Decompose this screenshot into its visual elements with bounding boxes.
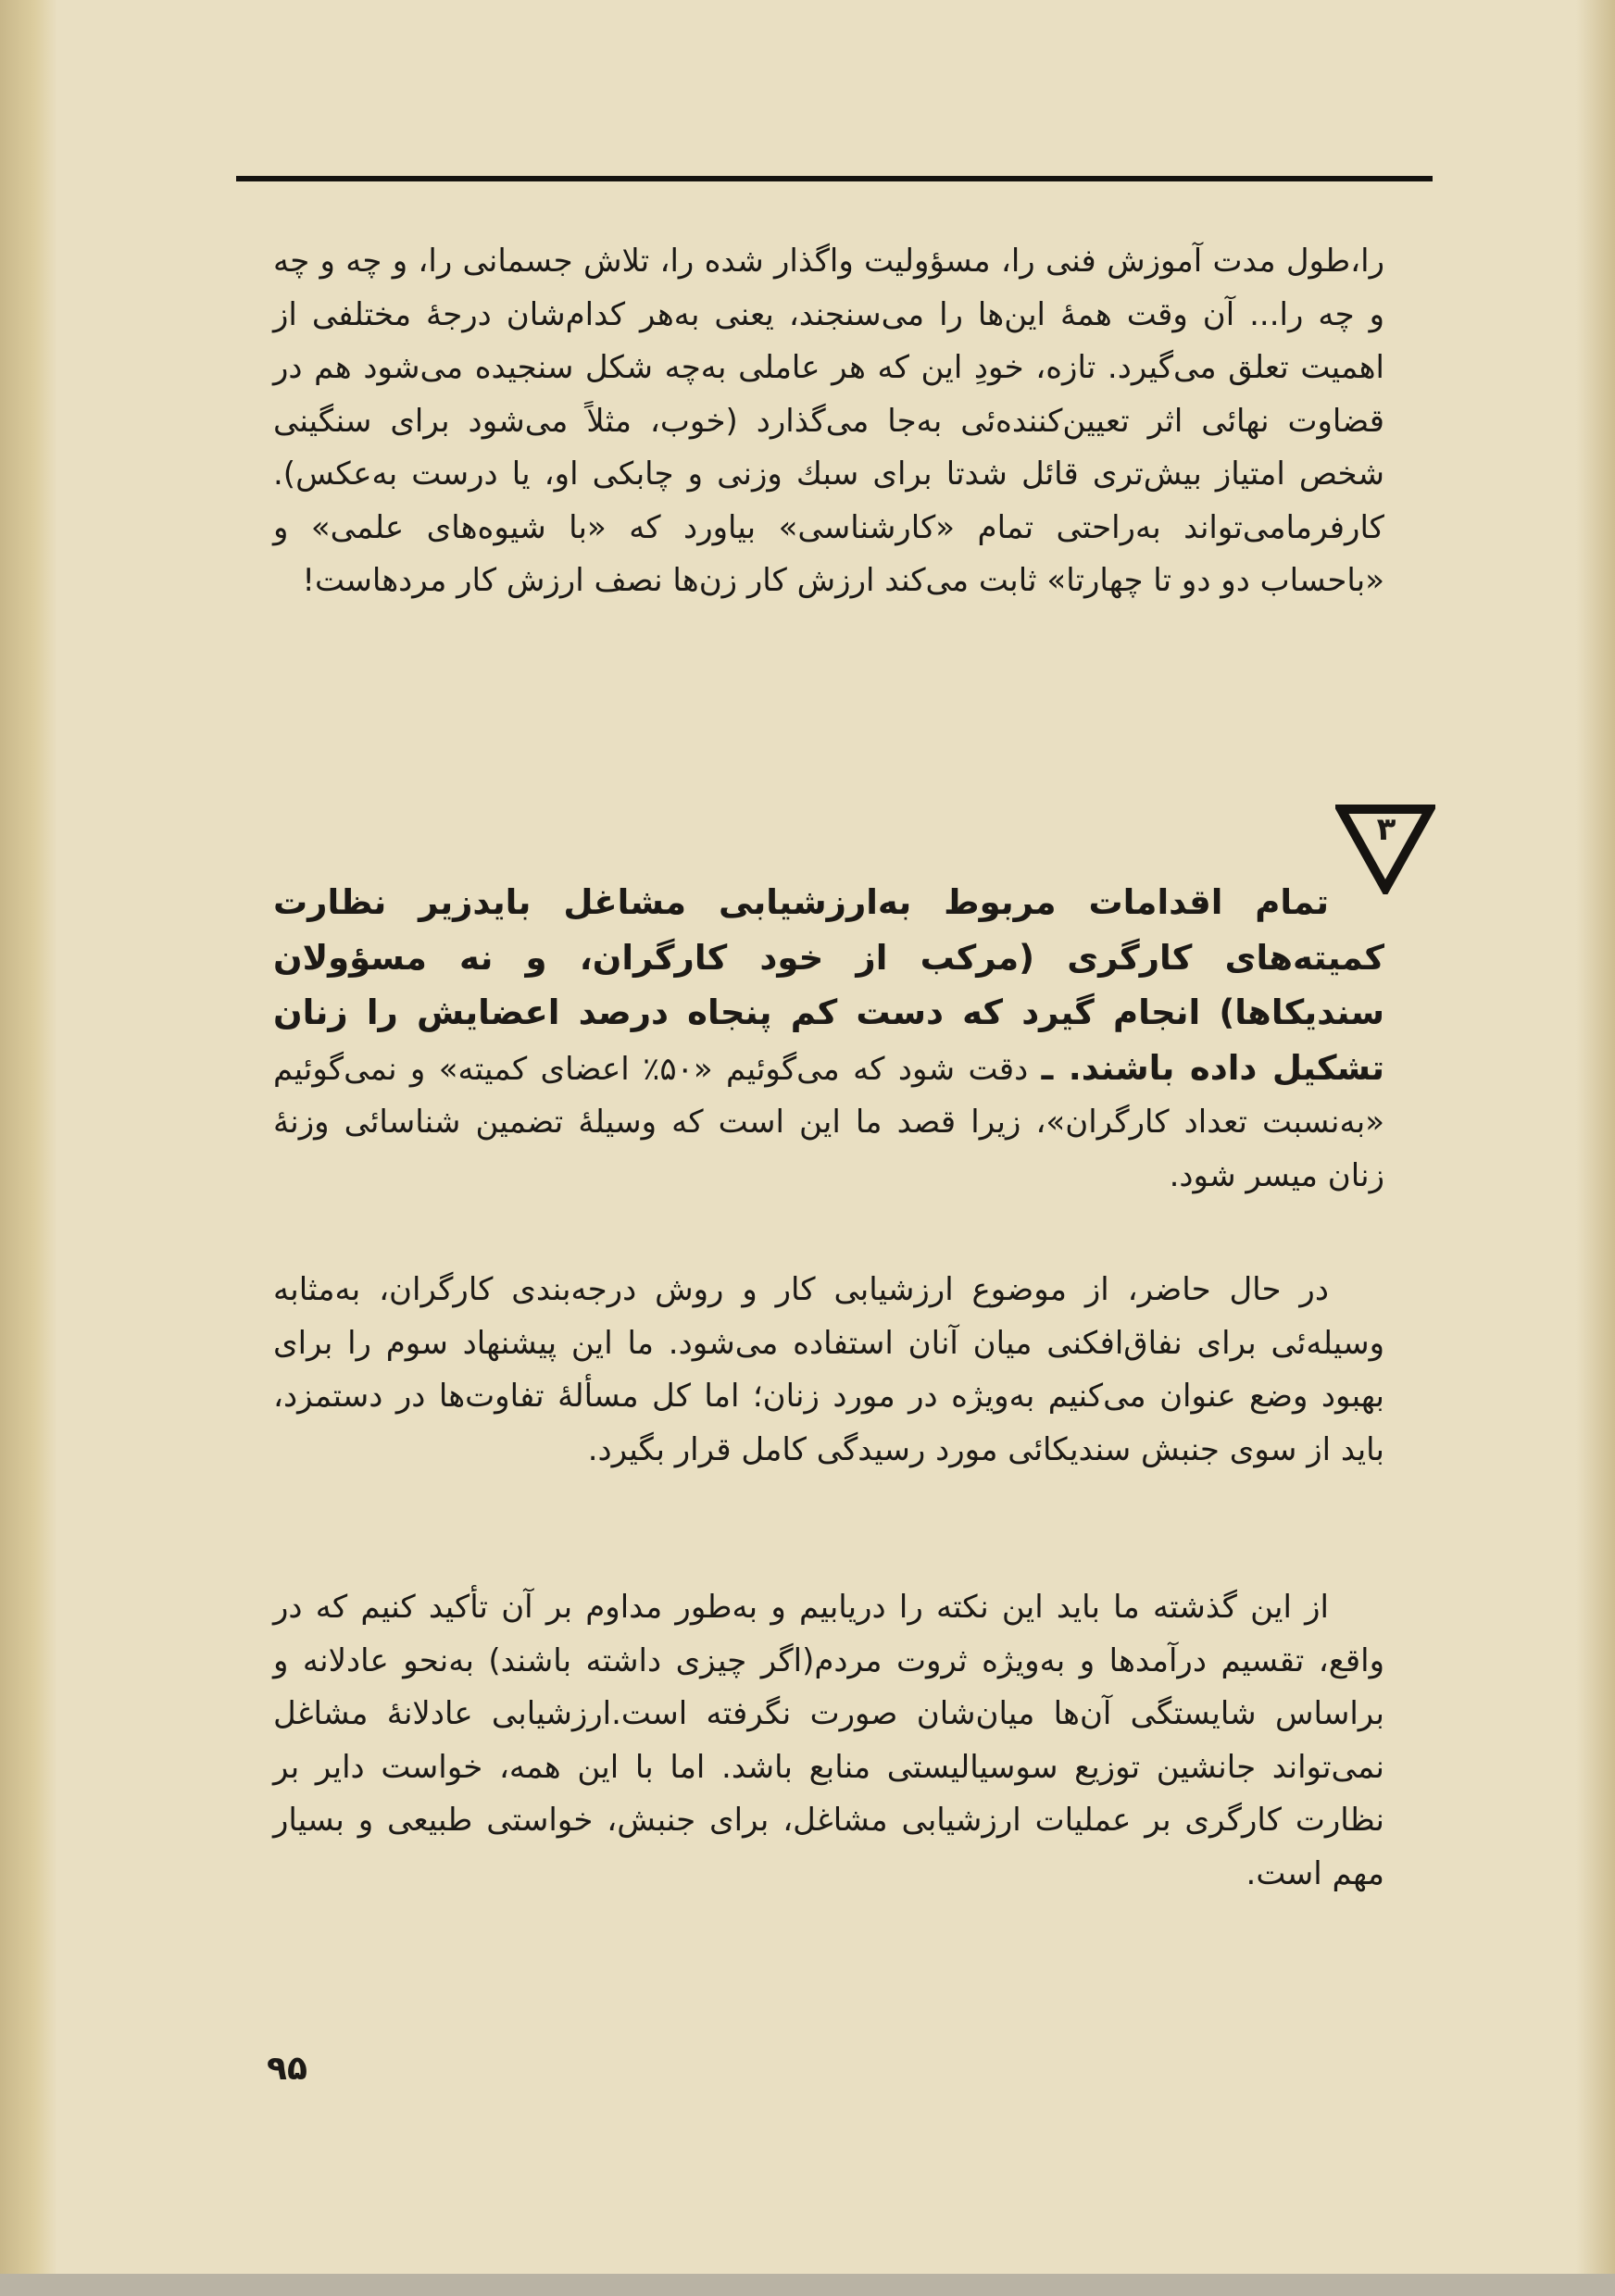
paragraph-3-text: در حال حاضر، از موضوع ارزشیابی کار و روش درجه‌بندی کارگران، به‌مثابه وسیله‌ئی برای نفاق‌افکنی میان آنان استفاده می‌شود. ما این پیشنهاد سوم را برای بهبود وضع عنوان می‌کنیم به‌ویژه در مورد زنان؛ اما کل مسألهٔ تفاوت‌ها در دستمزد، باید از سوی جنبش سندیکائی مورد رسیدگی کامل قرار بگیرد. xyxy=(273,1271,1384,1468)
paragraph-4-text: از این گذشته ما باید این نکته را دریابیم و به‌طور مداوم بر آن تأکید کنیم که در واقع، تقسیم درآمدها و به‌ویژه ثروت مردم(اگر چیزی داشته باشند) به‌نحو عادلانه و براساس شایستگی آن‌ها میان‌شان صورت نگرفته است.ارزشیابی عادلانهٔ مشاغل نمی‌تواند جانشین توزیع سوسیالیستی منابع باشد. اما با این همه، خواست دایر بر نظارت کارگری بر عملیات ارزشیابی مشاغل، برای جنبش، خواستی طبیعی و بسیار مهم است. xyxy=(273,1589,1384,1892)
page-number: ۹۵ xyxy=(267,2050,307,2088)
header-rule xyxy=(236,176,1433,181)
scan-edge-bottom xyxy=(0,2274,1615,2296)
scan-edge-right xyxy=(1576,0,1615,2296)
paragraph-2-bold: تمام اقدامات مربوط به‌ارزشیابی مشاغل بایدزیر نظارت کمیته‌های کارگری (مرکب از خود کارگران، و نه مسؤولان سندیکاها) انجام گیرد که دست کم پنجاه درصد اعضایش را زنان تشکیل داده باشند. ـ xyxy=(273,882,1385,1088)
section-number: ۳ xyxy=(1376,811,1396,848)
paragraph-1: را،طول مدت آموزش فنی را، مسؤولیت واگذار شده را، تلاش جسمانی را، و چه و چه و چه را... آن وقت همهٔ این‌ها را می‌سنجند، یعنی به‌هر کدام‌شان درجهٔ مختلفی از اهمیت تعلق می‌گیرد. تازه، خودِ این که هر عاملی به‌چه شکل سنجیده می‌شود هم در قضاوت نهائی اثر تعیین‌کننده‌ئی به‌جا می‌گذارد (خوب، مثلاً می‌شود برای سنگینی شخص امتیاز بیش‌تری قائل شدتا برای سبك وزنی و چابکی او، یا درست به‌عکس). کارفرمامی‌تواند به‌راحتی تمام «کارشناسی» بیاورد که «با شیوه‌های علمی» و «باحساب دو دو تا چهارتا» ثابت می‌کند ارزش کار زن‌ها نصف ارزش کار مردهاست! xyxy=(273,243,1384,599)
paragraph-3 xyxy=(273,1264,1384,1477)
scan-edge-left xyxy=(0,0,57,2296)
paragraph-4 xyxy=(273,1581,1384,1901)
paragraph-2 xyxy=(273,876,1384,1203)
paragraph-2-rest: دقت شود که می‌گوئیم «۵۰٪ اعضای کمیته» و نمی‌گوئیم «به‌نسبت تعداد کارگران»، زیرا قصد ما این است که وسیلهٔ تضمین شناسائی وزنهٔ زنان میسر شود. xyxy=(273,1050,1384,1194)
